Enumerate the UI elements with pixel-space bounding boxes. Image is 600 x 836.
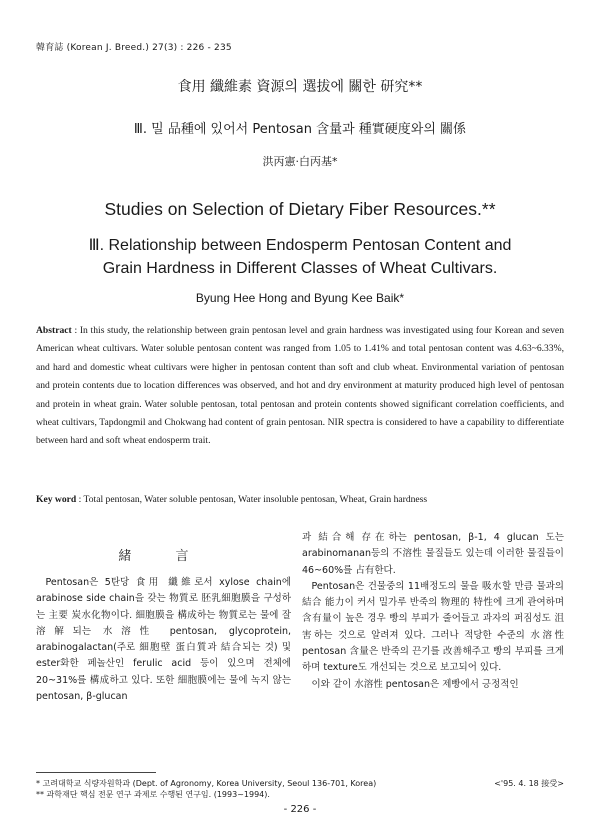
abstract (36, 322, 564, 451)
korean-title: 食用 纖維素 資源의 選拔에 關한 研究** (177, 79, 423, 95)
korean-authors: 洪丙憲·白丙基* (262, 155, 338, 168)
body-paragraph: Pentosan은 5탄당 食用 纖維로서 xylose chain에 arabinose side chain을 갖는 物質로 胚乳細胞膜을 구성하는 主要 炭水化物이다. 細胞膜을 構成하는 物質로는 물에 잘 溶解되는 水溶性 pentosan, glycoprotein, arabinogalactan(주로 細胞壁 蛋白質과 結合되는 것) 및 ester화한 페놀산인 ferulic acid 등이 있으며 전체에 20~31%를 構成하고 있다. 또한 細胞膜에는 물에 녹지 않는 pentosan, β-glucan (36, 577, 291, 703)
received-date: <'95. 4. 18 接受> (494, 779, 564, 788)
korean-subtitle: Ⅲ. 밀 品種에 있어서 Pentosan 含量과 種實硬度와의 關係 (133, 122, 467, 137)
english-subtitle (0, 234, 600, 280)
keywords (36, 494, 427, 505)
page-number: - 226 - (283, 804, 317, 815)
abstract-text: : In this study, the relationship between grain pentosan level and grain hardness was investigated using four Korean and seven American wheat cultivars. Water soluble pentosan content was ranged from 1.05 to 1.41% and total pentosan content was 4.63~6.33%, and hard and domestic wheat cultivars were higher in pentosan content than soft and club wheat. Environmental variation of pentosan and protein contents due to location differences was observed, and hot and dry environment at maturity produced high level of pentosan and protein in wheat grain. Water soluble pentosan, total pentosan and protein contents showed significant correlation coefficients, and wheat cultivars, Tapdongmil and Chokwang had content of grain pentosan. NIR spectra is considered to have a capability to differentiate between hard and soft wheat endosperm trait. (36, 325, 564, 447)
footnote-funding: ** 과학재단 핵심 전문 연구 과제로 수행된 연구임. (1993~1994). (36, 790, 270, 799)
body-left-column (36, 575, 291, 705)
body-right-column (302, 530, 564, 693)
body-paragraph: 이와 같이 水溶性 pentosan은 제빵에서 긍정적인 (311, 678, 519, 690)
english-title: Studies on Selection of Dietary Fiber Resources.** (104, 199, 496, 219)
section-title-introduction: 緒 言 (118, 549, 209, 564)
body-paragraph: Pentosan은 건물중의 11배정도의 물을 吸水할 만큼 물과의 結合 能力이 커서 밀가루 반죽의 物理的 特性에 크게 관여하며 含有量이 높은 경우 빵의 부피가 줄어들고 과자의 퍼짐성도 沮害하는 것으로 알려져 있다. 그러나 적당한 수준의 水溶性 pentosan 含量은 반죽의 끈기를 改善해주고 빵의 부피를 크게 하며 texture도 개선되는 것으로 보고되어 있다. (302, 580, 564, 674)
journal-citation: 韓育誌 (Korean J. Breed.) 27(3) : 226 - 235 (36, 43, 232, 53)
keyword-text: : Total pentosan, Water soluble pentosan, Water insoluble pentosan, Wheat, Grain hardness (78, 494, 428, 505)
footnote-affiliation: * 고려대학교 식량자원학과 (Dept. of Agronomy, Korea University, Seoul 136-701, Korea) (36, 779, 377, 788)
body-paragraph: 과 結合해 存在하는 pentosan, β-1, 4 glucan 도는 arabinomanan등의 不溶性 물질들도 있는데 이러한 물질들이 46~60%를 占有한다. (302, 532, 564, 576)
keyword-label: Key word (36, 494, 77, 505)
footnote-divider (36, 772, 156, 773)
english-subtitle-line1: Ⅲ. Relationship between Endosperm Pentosan Content and (88, 237, 512, 254)
abstract-label: Abstract (36, 325, 72, 336)
english-authors: Byung Hee Hong and Byung Kee Baik* (195, 291, 405, 305)
english-subtitle-line2: Grain Hardness in Different Classes of Wheat Cultivars. (102, 260, 498, 277)
